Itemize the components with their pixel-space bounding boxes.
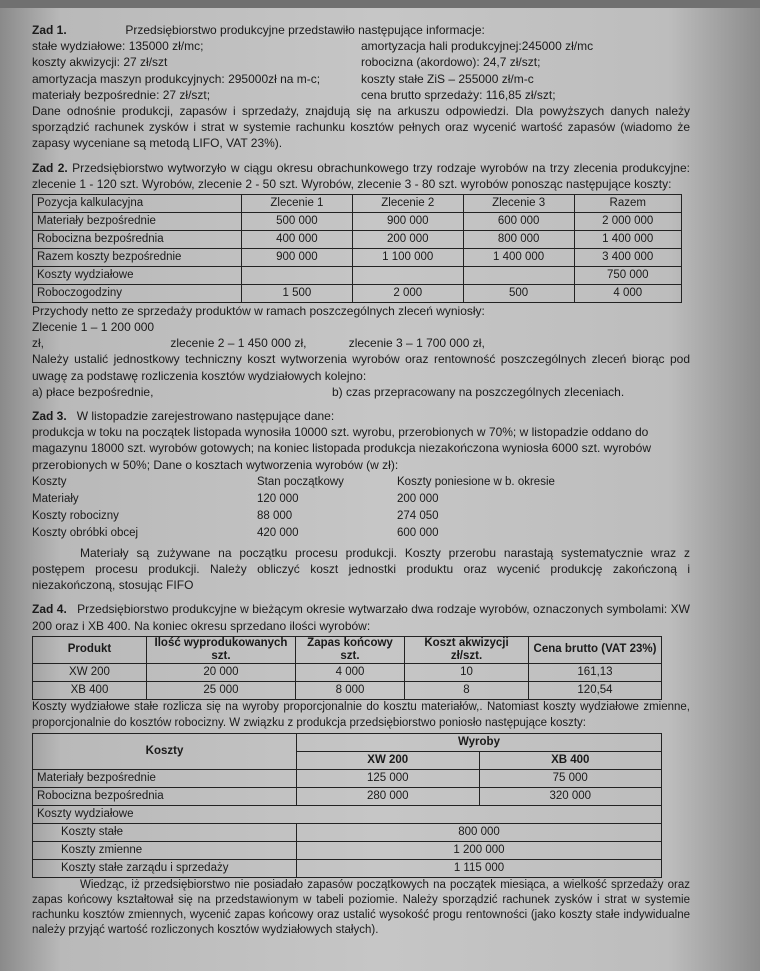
table-cell: 1 400 000 xyxy=(574,230,681,248)
zad1-pair-row xyxy=(32,54,690,70)
table-header-cell: Wyroby xyxy=(297,734,662,752)
zad2-label: Zad 2. xyxy=(32,160,68,175)
zad3-label: Zad 3. xyxy=(32,409,67,423)
table-header-row xyxy=(33,194,682,212)
table-cell: 1 100 000 xyxy=(352,248,463,266)
zad3-heading xyxy=(32,408,690,424)
zad2-options xyxy=(32,384,690,400)
zad1-intro: Przedsiębiorstwo produkcyjne przedstawiło następujące informacje: xyxy=(125,23,485,37)
table-header-cell: XW 200 xyxy=(297,752,480,770)
table-header-cell: Pozycja kalkulacyjna xyxy=(33,194,242,212)
table-header-cell: Razem xyxy=(574,194,681,212)
zad1-pair-right: koszty stałe ZiS – 255000 zł/m-c xyxy=(361,71,534,86)
zad2-revenue-item: Zlecenie 1 – 1 200 000 zł, xyxy=(32,320,155,351)
table-cell: 20 000 xyxy=(147,664,296,682)
zad1-pair-row xyxy=(32,87,690,103)
table-cell: 420 000 xyxy=(257,527,299,540)
table-header-cell: Koszty poniesione w b. okresie xyxy=(397,476,555,489)
table-cell: XB 400 xyxy=(33,682,147,700)
zad4-closing: Wiedząc, iż przedsiębiorstwo nie posiadało zapasów początkowych na początek miesiąca, a wielkość sprzedaży oraz zapas końcowy kształtował się na przedstawionym w tabeli poziomie. Należy sporządzić rachunek zysków i strat w systemie rachunku kosztów zmiennych, wycenić zapas końcowy oraz ustalić wysokość progu rentowności (jako koszty stałe indywidualne należy przyjąć wartość rozliczonych kosztów wydziałowych stałych). xyxy=(32,879,690,936)
table-header-cell: XB 400 xyxy=(479,752,662,770)
table-cell: XW 200 xyxy=(33,664,147,682)
table-cell: Koszty wydziałowe xyxy=(33,806,662,824)
table-cell: 8 xyxy=(405,682,529,700)
table-row xyxy=(32,509,652,526)
table-cell: 2 000 xyxy=(352,284,463,302)
zad2-option-a: a) płace bezpośrednie, xyxy=(32,384,154,399)
zad4-cost-table xyxy=(32,733,662,878)
table-row xyxy=(33,284,682,302)
table-header-row xyxy=(32,475,652,492)
zad2-text: Należy ustalić jednostkowy techniczny koszt wytworzenia wyrobów oraz rentowność poszczególnych zleceń biorąc pod uwagę za podstawę rozliczenia kosztów wydziałowych kolejno: xyxy=(32,352,690,383)
table-cell: 600 000 xyxy=(463,212,574,230)
table-row xyxy=(33,842,662,860)
table-cell: 800 000 xyxy=(463,230,574,248)
zad3-closing: Materiały są zużywane na początku procesu produkcji. Koszty przerobu narastają systematycznie wraz z postępem procesu produkcji. Należy obliczyć koszt jednostki produktu oraz wycenić produkcję zakończoną i niezakończoną, stosując FIFO xyxy=(32,545,690,593)
zad2-revenue-intro: Przychody netto ze sprzedaży produktów w ramach poszczególnych zleceń wyniosły: xyxy=(32,303,485,318)
table-row xyxy=(33,770,662,788)
zad4-label: Zad 4. xyxy=(32,602,67,617)
zad2-revenues xyxy=(32,319,690,351)
table-row xyxy=(33,788,662,806)
table-cell: Robocizna bezpośrednia xyxy=(33,230,242,248)
table-row xyxy=(33,248,682,266)
zad4-product-table xyxy=(32,636,662,700)
table-header-cell: Zapas końcowy szt. xyxy=(296,636,405,663)
zad1-pair-right: amortyzacja hali produkcyjnej:245000 zł/mc xyxy=(361,39,594,54)
table-cell: 500 000 xyxy=(242,212,353,230)
table-cell: 200 000 xyxy=(352,230,463,248)
table-cell: 25 000 xyxy=(147,682,296,700)
table-cell: 400 000 xyxy=(242,230,353,248)
table-cell: Koszty wydziałowe xyxy=(33,266,242,284)
table-header-cell: Zlecenie 3 xyxy=(463,194,574,212)
table-cell: 900 000 xyxy=(352,212,463,230)
table-cell: 3 400 000 xyxy=(574,248,681,266)
table-cell: 900 000 xyxy=(242,248,353,266)
table-header-cell: Ilość wyprodukowanych szt. xyxy=(147,636,296,663)
table-cell: Roboczogodziny xyxy=(33,284,242,302)
table-header-cell: Koszt akwizycji zł/szt. xyxy=(405,636,529,663)
table-cell: 1 200 000 xyxy=(297,842,662,860)
table-row xyxy=(33,266,682,284)
table-row xyxy=(33,664,662,682)
table-cell: 750 000 xyxy=(574,266,681,284)
table-cell: 4 000 xyxy=(296,664,405,682)
zad1-label: Zad 1. xyxy=(32,23,67,37)
table-cell: 280 000 xyxy=(297,788,480,806)
zad2-heading xyxy=(32,160,690,192)
table-header-cell: Cena brutto (VAT 23%) xyxy=(529,636,662,663)
table-row xyxy=(32,526,652,543)
table-row xyxy=(33,212,682,230)
table-header-cell: Produkt xyxy=(33,636,147,663)
table-cell: 120,54 xyxy=(529,682,662,700)
zad1-pair-left: koszty akwizycji: 27 zł/szt xyxy=(32,55,168,70)
table-row xyxy=(32,492,652,509)
table-cell: 600 000 xyxy=(397,527,439,540)
table-cell: Robocizna bezpośrednia xyxy=(33,788,297,806)
table-cell: 1 500 xyxy=(242,284,353,302)
table-cell: 200 000 xyxy=(397,493,439,506)
table-cell: 88 000 xyxy=(257,510,293,523)
zad2-revenue-item: zlecenie 3 – 1 700 000 zł, xyxy=(348,336,485,351)
zad1-heading xyxy=(32,22,690,38)
table-row xyxy=(33,824,662,842)
table-row xyxy=(33,682,662,700)
table-cell: 274 050 xyxy=(397,510,439,523)
zad3-cost-table xyxy=(32,475,652,543)
zad2-cost-table xyxy=(32,194,682,303)
table-cell: 320 000 xyxy=(479,788,662,806)
table-cell xyxy=(242,266,353,284)
table-cell: 161,13 xyxy=(529,664,662,682)
zad2-revenue-item: zlecenie 2 – 1 450 000 zł, xyxy=(170,336,307,351)
zad2-option-b: b) czas przepracowany na poszczególnych zleceniach. xyxy=(332,384,625,399)
zad1-pair-right: robocizna (akordowo): 24,7 zł/szt; xyxy=(361,55,541,70)
table-cell: 2 000 000 xyxy=(574,212,681,230)
table-cell: Materiały xyxy=(32,493,79,506)
table-cell: 500 xyxy=(463,284,574,302)
table-row xyxy=(33,806,662,824)
zad4-intro: Przedsiębiorstwo produkcyjne w bieżącym okresie wytwarzało dwa rodzaje wyrobów, oznaczonych symbolami: XW 200 oraz i XB 400. Na koniec okresu sprzedano ilości wyrobów: xyxy=(32,602,690,633)
zad4-middle-text: Koszty wydziałowe stałe rozlicza się na wyroby proporcjonalnie do kosztu materiałów,. Natomiast koszty wydziałowe zmienne, proporcjonalnie do kosztów robocizny. W związku z produkcja przedsiębiorstwo poniosło następujące koszty: xyxy=(32,701,690,729)
table-header-row xyxy=(33,734,662,752)
table-cell: 125 000 xyxy=(297,770,480,788)
table-header-cell: Zlecenie 1 xyxy=(242,194,353,212)
zad3-intro: W listopadzie zarejestrowano następujące dane: xyxy=(76,409,335,423)
table-cell xyxy=(463,266,574,284)
zad3-text: produkcja w toku na początek listopada wynosiła 10000 szt. wyrobu, przerobionych w 70%; w listopadzie oddano do magazynu 18000 szt. wyrobów gotowych; na koniec listopada produkcja niezakończona wyniosła 6000 szt. wyrobów przerobionych w 50%; Dane o kosztach wytworzenia wyrobów (w zł): xyxy=(32,425,652,472)
table-cell: Materiały bezpośrednie xyxy=(33,770,297,788)
zad4-heading xyxy=(32,601,690,633)
table-cell: Razem koszty bezpośrednie xyxy=(33,248,242,266)
zad1-pair-left: materiały bezpośrednie: 27 zł/szt; xyxy=(32,87,211,102)
table-cell: 10 xyxy=(405,664,529,682)
table-cell: Materiały bezpośrednie xyxy=(33,212,242,230)
table-header-cell: Koszty xyxy=(32,476,67,489)
table-cell: 1 400 000 xyxy=(463,248,574,266)
table-cell: 8 000 xyxy=(296,682,405,700)
table-cell: Koszty robocizny xyxy=(32,510,119,523)
zad1-pair-row xyxy=(32,38,690,54)
zad1-text: Dane odnośnie produkcji, zapasów i sprzedaży, znajdują się na arkuszu odpowiedzi. Dla powyższych danych należy sporządzić rachunek zysków i strat w systemie rachunku kosztów pełnych oraz wycenić wartość zapasów (wiadomo że zapasy wyceniane są metodą LIFO, VAT 23%). xyxy=(32,103,690,151)
table-header-cell: Stan początkowy xyxy=(257,476,344,489)
table-row xyxy=(33,230,682,248)
table-cell: 75 000 xyxy=(479,770,662,788)
zad1-pair-left: amortyzacja maszyn produkcyjnych: 295000zł na m-c; xyxy=(32,71,321,86)
zad1-pair-left: stałe wydziałowe: 135000 zł/mc; xyxy=(32,39,204,54)
table-cell: 120 000 xyxy=(257,493,299,506)
zad1-pair-row xyxy=(32,71,690,87)
table-header-row xyxy=(33,636,662,663)
table-cell: 800 000 xyxy=(297,824,662,842)
table-cell: 1 115 000 xyxy=(297,860,662,878)
table-cell: Koszty stałe xyxy=(33,824,297,842)
table-cell: Koszty stałe zarządu i sprzedaży xyxy=(33,860,297,878)
table-header-cell: Koszty xyxy=(33,734,297,770)
table-cell: 4 000 xyxy=(574,284,681,302)
table-cell: Koszty obróbki obcej xyxy=(32,527,139,540)
zad2-intro: Przedsiębiorstwo wytworzyło w ciągu okresu obrachunkowego trzy rodzaje wyrobów na trzy zlecenia produkcyjne: zlecenie 1 - 120 szt. Wyrobów, zlecenie 2 - 50 szt. Wyrobów, zlecenie 3 - 80 szt. wyrobów ponosząc następujące koszty: xyxy=(32,160,690,191)
zad1-pair-right: cena brutto sprzedaży: 116,85 zł/szt; xyxy=(361,87,556,102)
table-cell: Koszty zmienne xyxy=(33,842,297,860)
page-top-edge xyxy=(0,0,760,8)
table-header-cell: Zlecenie 2 xyxy=(352,194,463,212)
table-row xyxy=(33,860,662,878)
table-cell xyxy=(352,266,463,284)
